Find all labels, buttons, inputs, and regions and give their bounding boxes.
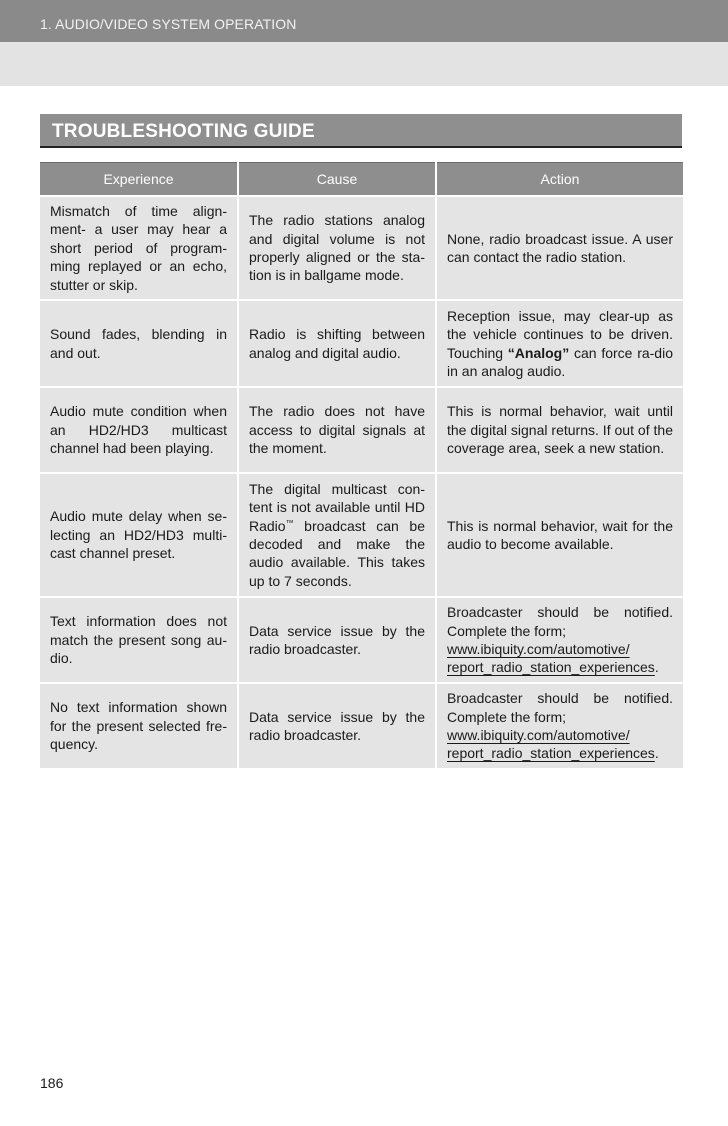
action-text: Reception issue, may clear-up as the vehicle continues to be driven. Touching xyxy=(447,307,673,361)
form-link[interactable]: report_radio_station_experiences xyxy=(447,659,655,676)
table-row xyxy=(40,683,683,769)
link-period: . xyxy=(654,659,659,676)
cause-cell: Radio is shifting between analog and digital audio. xyxy=(238,300,436,387)
table-row xyxy=(40,196,683,300)
link-period: . xyxy=(654,745,659,762)
section-title: 1. AUDIO/VIDEO SYSTEM OPERATION xyxy=(40,16,297,32)
cause-text: The digital multicast con-tent is not available until HD Radio xyxy=(249,480,425,534)
trademark-symbol: ™ xyxy=(285,517,294,527)
form-link[interactable]: www.ibiquity.com/automotive/ xyxy=(447,641,630,657)
cause-cell: Data service issue by the radio broadcaster. xyxy=(238,597,436,683)
action-cell xyxy=(436,683,683,769)
form-link[interactable]: www.ibiquity.com/automotive/ xyxy=(447,727,630,743)
experience-cell: Sound fades, blending in and out. xyxy=(40,300,238,387)
cause-cell: Data service issue by the radio broadcaster. xyxy=(238,683,436,769)
page-title: TROUBLESHOOTING GUIDE xyxy=(52,121,315,142)
action-cell: This is normal behavior, wait for the audio to become available. xyxy=(436,473,683,597)
experience-cell: No text information shown for the present selected fre-quency. xyxy=(40,683,238,769)
page-number: 186 xyxy=(40,1075,64,1091)
column-header-cause: Cause xyxy=(238,163,436,197)
page-title-bar xyxy=(40,114,682,148)
cause-cell: The radio does not have access to digital signals at the moment. xyxy=(238,387,436,473)
troubleshooting-table xyxy=(40,162,683,770)
table-header-row xyxy=(40,163,683,197)
experience-cell: Audio mute condition when an HD2/HD3 multicast channel had been playing. xyxy=(40,387,238,473)
header-sub-band xyxy=(0,42,728,86)
cause-text: broadcast can be decoded and make the audio available. This takes up to 7 seconds. xyxy=(249,517,425,589)
form-link[interactable]: report_radio_station_experiences xyxy=(447,745,655,762)
action-cell xyxy=(436,300,683,387)
cause-cell: The radio stations analog and digital volume is not properly aligned or the sta-tion is in ballgame mode. xyxy=(238,196,436,300)
table-row xyxy=(40,300,683,387)
table-row xyxy=(40,597,683,683)
action-text: Broadcaster should be notified. Complete the form; xyxy=(447,604,673,639)
table-row xyxy=(40,387,683,473)
section-header-bar xyxy=(0,0,728,42)
experience-cell: Audio mute delay when se-lecting an HD2/HD3 multi-cast channel preset. xyxy=(40,473,238,597)
table-row xyxy=(40,473,683,597)
action-cell xyxy=(436,597,683,683)
column-header-experience: Experience xyxy=(40,163,238,197)
analog-button-label: “Analog” xyxy=(507,344,570,361)
experience-cell: Text information does not match the present song au-dio. xyxy=(40,597,238,683)
action-text: can force ra-dio in an analog audio. xyxy=(447,344,673,379)
action-cell: This is normal behavior, wait until the digital signal returns. If out of the coverage area, seek a new station. xyxy=(436,387,683,473)
column-header-action: Action xyxy=(436,163,683,197)
cause-cell xyxy=(238,473,436,597)
experience-cell: Mismatch of time align-ment- a user may hear a short period of program-ming replayed or an echo, stutter or skip. xyxy=(40,196,238,300)
action-text: Broadcaster should be notified. Complete the form; xyxy=(447,690,673,725)
action-cell: None, radio broadcast issue. A user can contact the radio station. xyxy=(436,196,683,300)
